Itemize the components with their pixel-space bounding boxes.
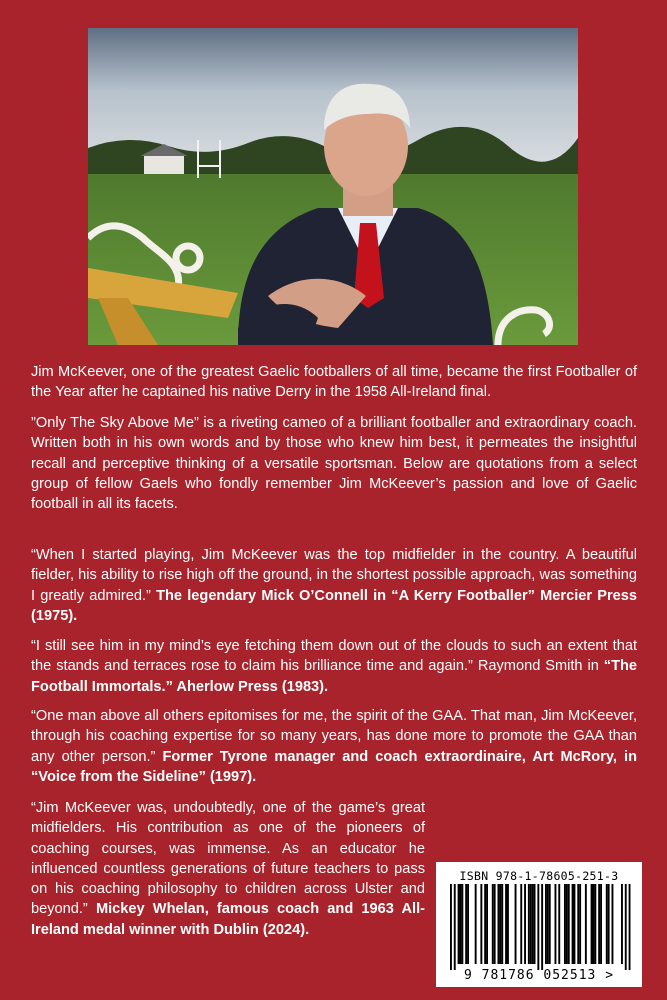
barcode-bar [515, 884, 517, 964]
barcode-bar [564, 884, 566, 964]
quote-source: Mickey Whelan, famous coach and 1963 All-Ireland medal winner with Dublin (2024). [31, 901, 426, 938]
barcode-bar [524, 884, 526, 964]
barcode-bar [484, 884, 486, 964]
barcode-bar [621, 884, 623, 964]
barcode-bar [498, 884, 500, 964]
barcode-bar [625, 884, 627, 970]
barcode-bar [606, 884, 608, 964]
barcode-bar [579, 884, 581, 964]
quote-oconnell [31, 545, 637, 626]
barcode-bar [541, 884, 543, 970]
barcode-bar [545, 884, 547, 964]
photo-of-man-on-football-pitch-icon [88, 28, 578, 345]
quote-source: The legendary Mick O’Connell in “A Kerry Footballer” Mercier Press (1975). [31, 587, 637, 624]
barcode-bar [558, 884, 560, 964]
barcode-bar [537, 884, 539, 970]
barcode-bar [547, 884, 549, 964]
barcode-bar [555, 884, 557, 964]
cover-photo [88, 28, 578, 345]
barcode-bar [612, 884, 614, 964]
barcode-bar [574, 884, 576, 964]
barcode-number: 9 781786 052513 > [463, 968, 615, 983]
quote-text: “Jim McKeever was, undoubtedly, one of the game’s great midfielders. His contribution as one of the pioneers of coaching courses, was immense. As an educator he influenced countless generations of future teachers to pass on his coaching philosophy to children across Ulster and beyond.” [31, 800, 425, 918]
barcode-bar [598, 884, 600, 964]
barcode-bar [461, 884, 463, 964]
barcode-bar [460, 884, 462, 964]
isbn-label: ISBN 978-1-78605-251-3 [459, 869, 619, 883]
intro-text: Jim McKeever, one of the greatest Gaelic footballers of all time, became the first Footballer of the Year after he captained his native Derry in the 1958 All-Ireland final. [31, 364, 637, 401]
quote-mcrory [31, 706, 637, 787]
quote-source: Former Tyrone manager and coach extraordinaire, Art McRory, in “Voice from the Sideline” (1997). [31, 748, 637, 785]
barcode-bar [465, 884, 467, 964]
barcode-bar [530, 884, 532, 964]
barcode-bar [454, 884, 456, 970]
quote-smith [31, 636, 637, 697]
quote-text: “When I started playing, Jim McKeever was the top midfielder in the country. A beautiful fielder, his ability to rise high off the ground, in the shortest possible approach, was something I greatly admired.” [31, 547, 637, 604]
barcode-bar [591, 884, 593, 964]
barcode-bar [532, 884, 534, 964]
summary-text: ”Only The Sky Above Me” is a riveting cameo of a brilliant footballer and extraordinary coach. Written both in his own words and by those who knew him best, it permeates the insightful recall and perceptive thinking of a versatile sportsman. Below are quotations from a select group of fellow Gaels who fondly remember Jim McKeever’s passion and love of Gaelic football in all its facets. [31, 415, 637, 513]
barcode-bar [608, 884, 610, 964]
barcode-bar [585, 884, 587, 964]
barcode-bar [593, 884, 595, 964]
isbn-barcode [436, 862, 642, 987]
barcode-bar [534, 884, 536, 964]
barcode-bar [577, 884, 579, 964]
barcode-bar [572, 884, 574, 964]
barcode-bar [492, 884, 494, 964]
barcode-bar [507, 884, 509, 964]
barcode-bar [499, 884, 501, 964]
barcode-bar [480, 884, 482, 964]
barcode-bar [566, 884, 568, 964]
barcode-bar [629, 884, 631, 970]
barcode-bar [450, 884, 452, 970]
quote-text: “One man above all others epitomises for me, the spirit of the GAA. That man, Jim McKeever, through his coaching expertise for so many years, has done more to promote the GAA than any other person.” [31, 708, 637, 765]
barcode-bar [594, 884, 596, 964]
barcode-bar [475, 884, 477, 964]
summary-paragraph [31, 413, 637, 514]
barcode-bar [505, 884, 507, 964]
barcode-bar [486, 884, 488, 964]
barcode-bar [528, 884, 530, 964]
barcode-bar [467, 884, 469, 964]
barcode-bar [494, 884, 496, 964]
barcode-bar [520, 884, 522, 964]
quote-text: “I still see him in my mind’s eye fetching them down out of the clouds to such an extent that the stands and terraces rose to claim his brilliance time and again.” Raymond Smith in [31, 638, 637, 675]
barcode-bar [568, 884, 570, 964]
barcode-bar [501, 884, 503, 964]
intro-paragraph [31, 362, 637, 403]
barcode-bar [600, 884, 602, 964]
barcode-bar [458, 884, 460, 964]
barcode-bar [549, 884, 551, 964]
quote-source: “The Football Immortals.” Aherlow Press (1983). [31, 658, 638, 695]
